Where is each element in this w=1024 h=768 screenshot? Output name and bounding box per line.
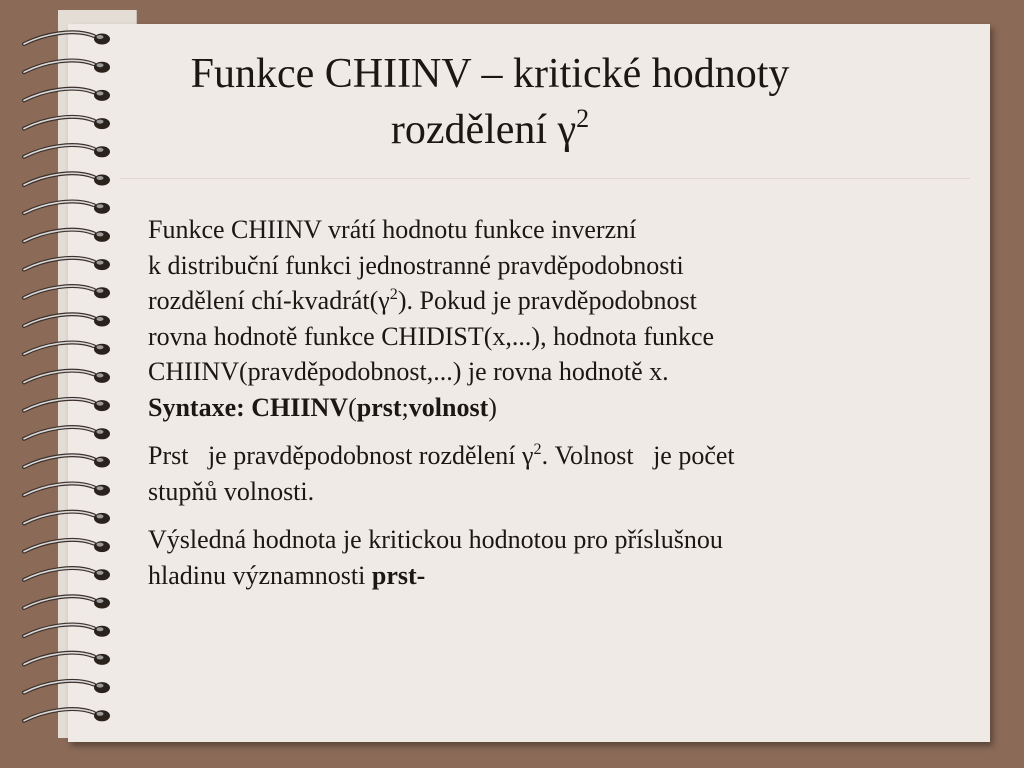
syntax-label: Syntaxe: CHIINV xyxy=(148,392,349,422)
spiral-ring xyxy=(24,32,110,44)
syntax-line: Syntaxe: CHIINV(prst;volnost) xyxy=(148,392,497,422)
spiral-ring xyxy=(24,258,110,270)
spiral-ring xyxy=(24,399,110,411)
spiral-ring xyxy=(24,427,110,439)
spiral-ring xyxy=(24,314,110,326)
spiral-ring xyxy=(24,596,110,608)
spiral-ring xyxy=(24,653,110,665)
spiral-ring xyxy=(24,455,110,467)
text-line: k distribuční funkci jednostranné pravděpodobnosti xyxy=(148,250,684,280)
spiral-ring xyxy=(24,624,110,636)
spiral-ring xyxy=(24,173,110,185)
spiral-ring xyxy=(24,230,110,242)
text-line: Výsledná hodnota je kritickou hodnotou pro příslušnou xyxy=(148,525,723,554)
spiral-ring xyxy=(24,201,110,213)
text-line: CHIINV(pravděpodobnost,...) je rovna hodnotě x. xyxy=(148,357,669,386)
slide-body xyxy=(148,212,948,593)
spiral-ring xyxy=(24,540,110,552)
text-line: rozdělení chí-$kvadrát(\gamma^2)$. Pokud je pravděpodobnost xyxy=(148,286,697,315)
paragraph-result xyxy=(148,522,948,593)
paragraph-parameters xyxy=(148,438,948,509)
spiral-ring xyxy=(24,286,110,298)
text-line: rovna hodnotě funkce CHIDIST(x,...), hodnota funkce xyxy=(148,321,715,351)
bold-prst: prst- xyxy=(371,560,426,590)
superscript: 2 xyxy=(533,441,542,459)
title-line-2: rozdělení $\gamma^2$ xyxy=(390,103,590,153)
spiral-ring xyxy=(24,117,110,129)
text-line: stupňů volnosti. xyxy=(148,476,315,506)
spiral-ring xyxy=(24,145,110,157)
title-superscript: 2 xyxy=(576,103,590,133)
text-line: hladinu významnosti prst- xyxy=(148,560,426,590)
title-divider xyxy=(120,178,970,179)
text-line: Funkce CHIINV vrátí hodnotu funkce inverzní xyxy=(148,215,637,244)
spiral-ring xyxy=(24,709,110,721)
paragraph-description xyxy=(148,212,948,425)
title-line-1: Funkce CHIINV – kritické hodnoty xyxy=(190,51,790,97)
text-line: Prst je pravděpodobnost rozdělení $\gamma^2$. Volnost je počet xyxy=(148,441,735,470)
superscript: 2 xyxy=(389,286,398,304)
spiral-ring xyxy=(24,60,110,72)
spiral-ring xyxy=(24,483,110,495)
syntax-arg-volnost: volnost xyxy=(408,392,489,422)
spiral-ring xyxy=(24,681,110,693)
spiral-binding-icon xyxy=(14,20,114,740)
spiral-ring xyxy=(24,342,110,354)
spiral-ring xyxy=(24,568,110,580)
slide-title xyxy=(120,46,860,158)
spiral-ring xyxy=(24,512,110,524)
syntax-arg-prst: prst xyxy=(356,392,402,422)
spiral-ring xyxy=(24,89,110,101)
spiral-ring xyxy=(24,371,110,383)
